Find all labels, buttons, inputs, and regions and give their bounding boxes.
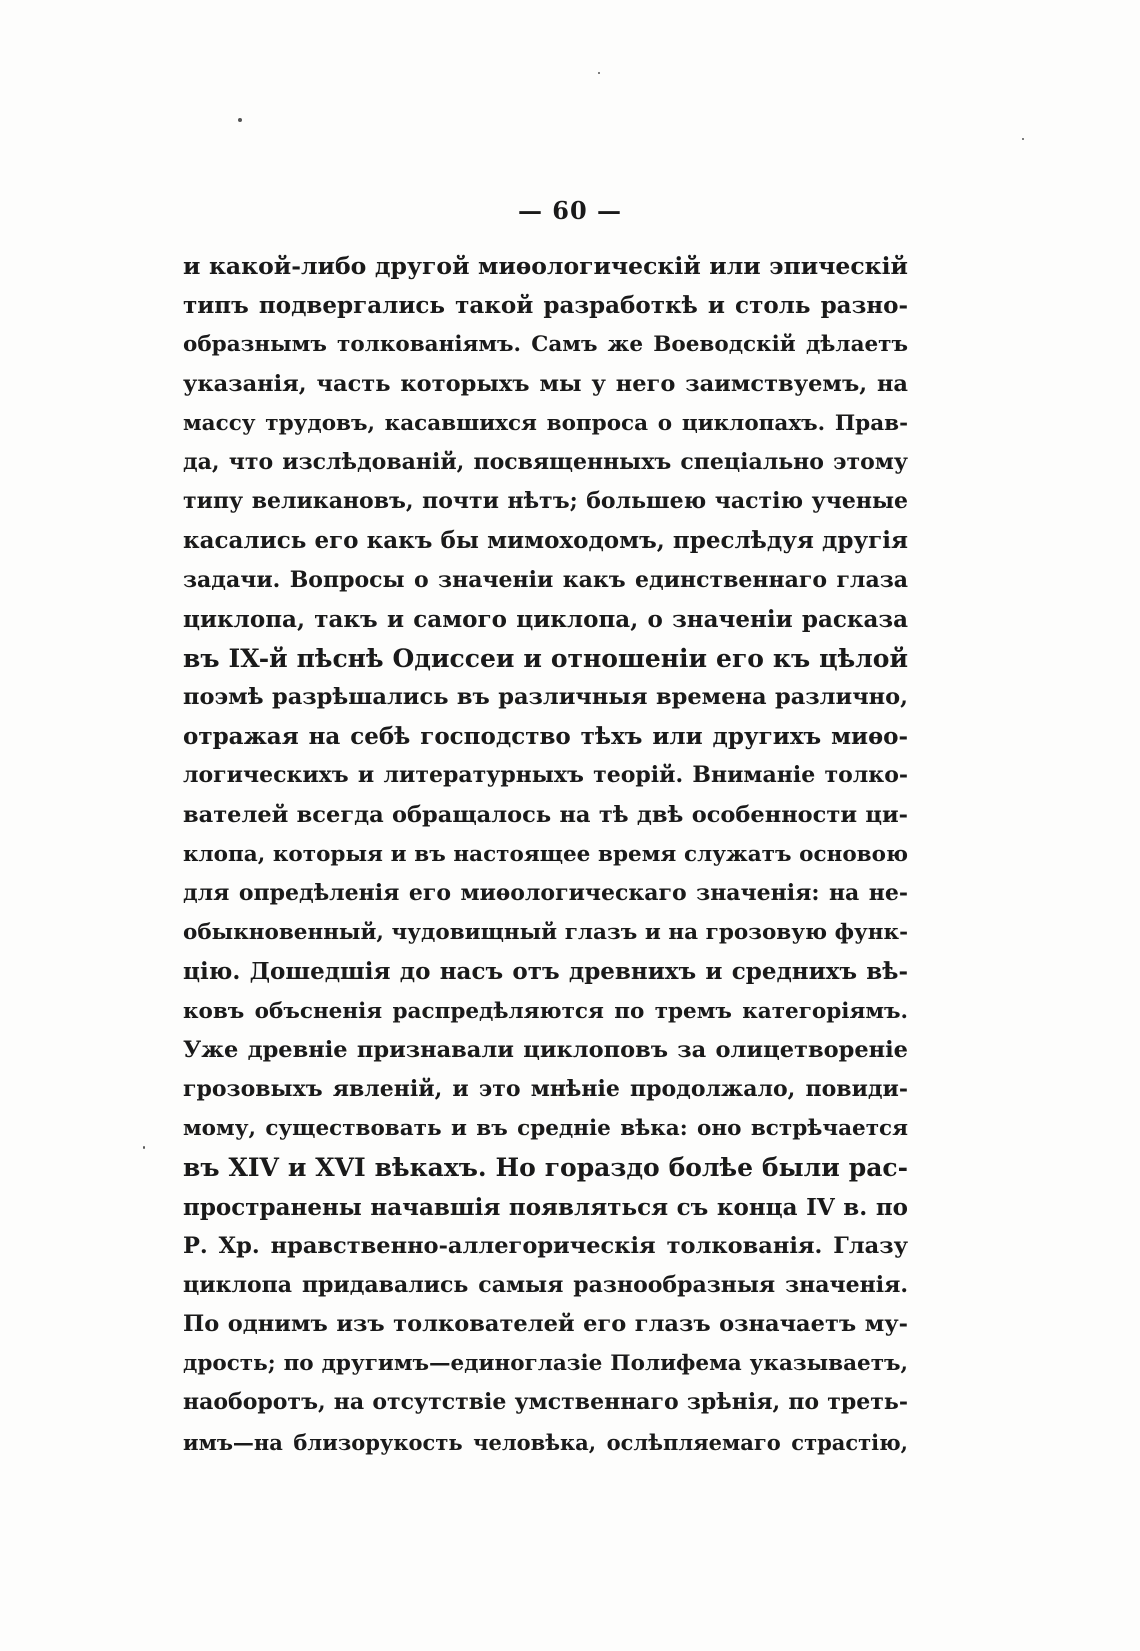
- text-line: касались его какъ бы мимоходомъ, преслѣдуя другія: [183, 527, 908, 555]
- text-line: По однимъ изъ толкователей его глазъ означаетъ му-: [183, 1311, 908, 1338]
- ink-speck: [598, 72, 600, 74]
- text-line: дрость; по другимъ—единоглазіе Полифема указываетъ,: [183, 1351, 908, 1377]
- ink-speck: [143, 1146, 145, 1149]
- text-line: цію. Дошедшія до насъ отъ древнихъ и среднихъ вѣ-: [183, 958, 908, 986]
- text-line: циклопа придавались самыя разнообразныя значенія.: [183, 1271, 908, 1298]
- text-line: мому, существовать и въ средніе вѣка: оно встрѣчается: [183, 1116, 908, 1142]
- text-line: образнымъ толкованіямъ. Самъ же Воеводскій дѣлаетъ: [183, 332, 908, 358]
- text-line: Р. Хр. нравственно-аллегорическія толкованія. Глазу: [183, 1232, 908, 1259]
- text-line: обыкновенный, чудовищный глазъ и на грозовую функ-: [183, 920, 908, 946]
- ink-speck: [238, 118, 242, 122]
- text-line: вателей всегда обращалось на тѣ двѣ особенности ци-: [183, 801, 908, 828]
- page-number: — 60 —: [517, 196, 623, 225]
- body-text: [183, 247, 908, 1462]
- text-line: ковъ объсненія распредѣляются по тремъ категоріямъ.: [183, 998, 908, 1024]
- text-line: имъ—на близорукость человѣка, ослѣпляемаго страстію,: [183, 1429, 908, 1455]
- text-line: поэмѣ разрѣшались въ различныя времена различно,: [183, 684, 908, 711]
- text-line: грозовыхъ явленій, и это мнѣніе продолжало, повиди-: [183, 1075, 908, 1102]
- text-line: пространены начавшія появляться съ конца IV в. по: [183, 1193, 908, 1221]
- text-line: для опредѣленія его миѳологическаго значенія: на не-: [183, 880, 908, 906]
- text-line: отражая на себѣ господство тѣхъ или другихъ миѳо-: [183, 723, 908, 751]
- text-line: задачи. Вопросы о значеніи какъ единственнаго глаза: [183, 566, 908, 593]
- text-line: и какой-либо другой миѳологическій или эпическій: [183, 252, 908, 280]
- text-line: логическихъ и литературныхъ теорій. Вниманіе толко-: [183, 762, 908, 789]
- text-line: въ IX-й пѣснѣ Одиссеи и отношеніи его къ цѣлой: [183, 643, 908, 673]
- text-line: клопа, которыя и въ настоящее время служатъ основою: [183, 841, 908, 867]
- text-line: да, что изслѣдованій, посвященныхъ спеціально этому: [183, 448, 908, 475]
- text-line: циклопа, такъ и самого циклопа, о значеніи расказа: [183, 605, 908, 633]
- ink-speck: [1022, 138, 1024, 140]
- text-line: указанія, часть которыхъ мы у него заимствуемъ, на: [183, 370, 908, 397]
- text-line: Уже древніе признавали циклоповъ за олицетвореніе: [183, 1036, 908, 1063]
- text-line: въ XIV и XVI вѣкахъ. Но гораздо болѣе были рас-: [183, 1153, 908, 1183]
- text-line: наоборотъ, на отсутствіе умственнаго зрѣнія, по треть-: [183, 1389, 908, 1416]
- text-line: типъ подвергались такой разработкѣ и столь разно-: [183, 292, 908, 320]
- text-line: массу трудовъ, касавшихся вопроса о циклопахъ. Прав-: [183, 410, 908, 436]
- text-line: типу великановъ, почти нѣтъ; большею частію ученые: [183, 488, 908, 515]
